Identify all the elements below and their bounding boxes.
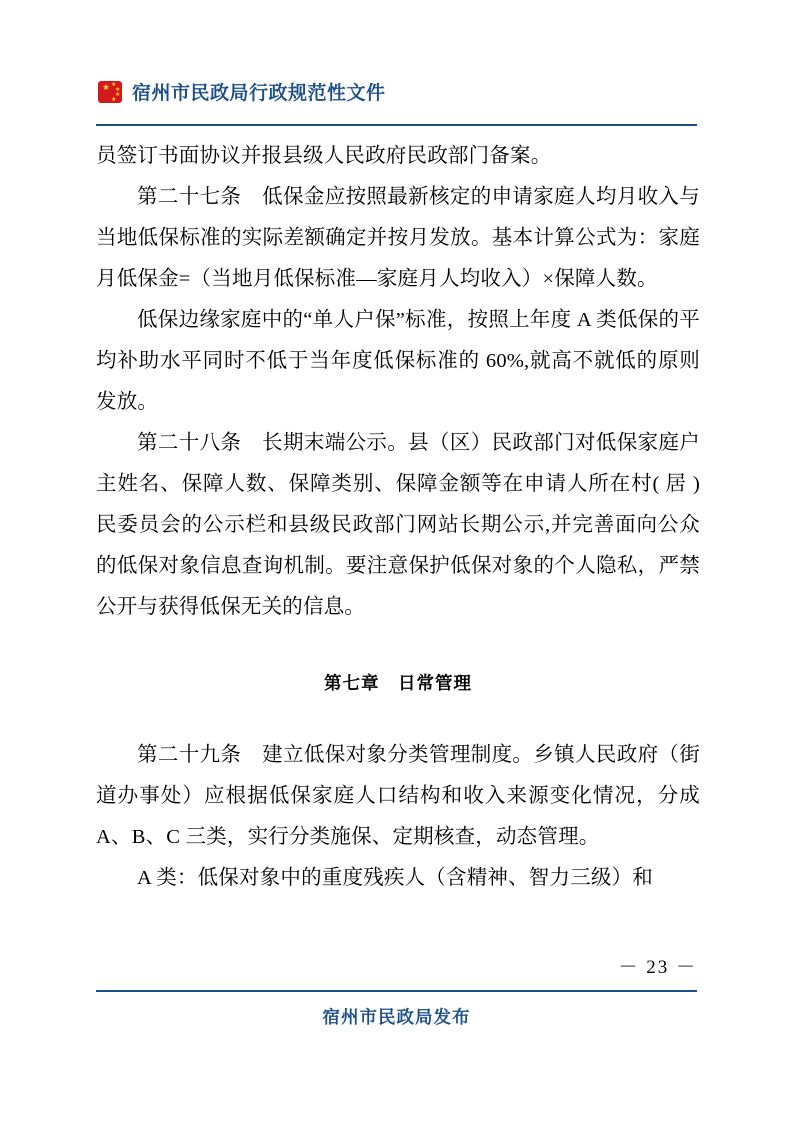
paragraph: 第二十九条 建立低保对象分类管理制度。乡镇人民政府（街道办事处）应根据低保家庭人口结构和收入来源变化情况，分成 A、B、C 三类，实行分类施保、定期核查，动态管理。 — [96, 744, 700, 848]
footer-divider — [96, 990, 697, 992]
paragraph: 第二十八条 长期末端公示。县（区）民政部门对低保家庭户主姓名、保障人数、保障类别、保障金额等在申请人所在村( 居 )民委员会的公示栏和县级民政部门网站长期公示,并完善面向公众的低保对象信息查询机制。要注意保护低保对象的个人隐私，严禁公开与获得低保无关的信息。 — [96, 432, 700, 618]
document-body — [96, 136, 700, 899]
header-divider — [96, 124, 697, 126]
page-number: － 23 － — [618, 957, 697, 978]
paragraph: 低保边缘家庭中的“单人户保”标准，按照上年度 A 类低保的平均补助水平同时不低于当年度低保标准的 60%,就高不就低的原则发放。 — [96, 309, 700, 413]
header-title: 宿州市民政局行政规范性文件 — [132, 82, 386, 104]
paragraph: A 类：低保对象中的重度残疾人（含精神、智力三级）和 — [137, 867, 653, 889]
footer-publisher: 宿州市民政局发布 — [322, 1008, 471, 1028]
national-emblem-icon: ★ ★ ★ ★ ★ — [96, 79, 126, 105]
paragraph: 员签订书面协议并报县级人民政府民政部门备案。 — [96, 145, 552, 167]
paragraph: 第二十七条 低保金应按照最新核定的申请家庭人均月收入与当地低保标准的实际差额确定并按月发放。基本计算公式为：家庭月低保金=（当地月低保标准—家庭月人均收入）×保障人数。 — [96, 186, 700, 290]
chapter-heading: 第七章 日常管理 — [324, 674, 472, 694]
document-header — [96, 78, 697, 105]
